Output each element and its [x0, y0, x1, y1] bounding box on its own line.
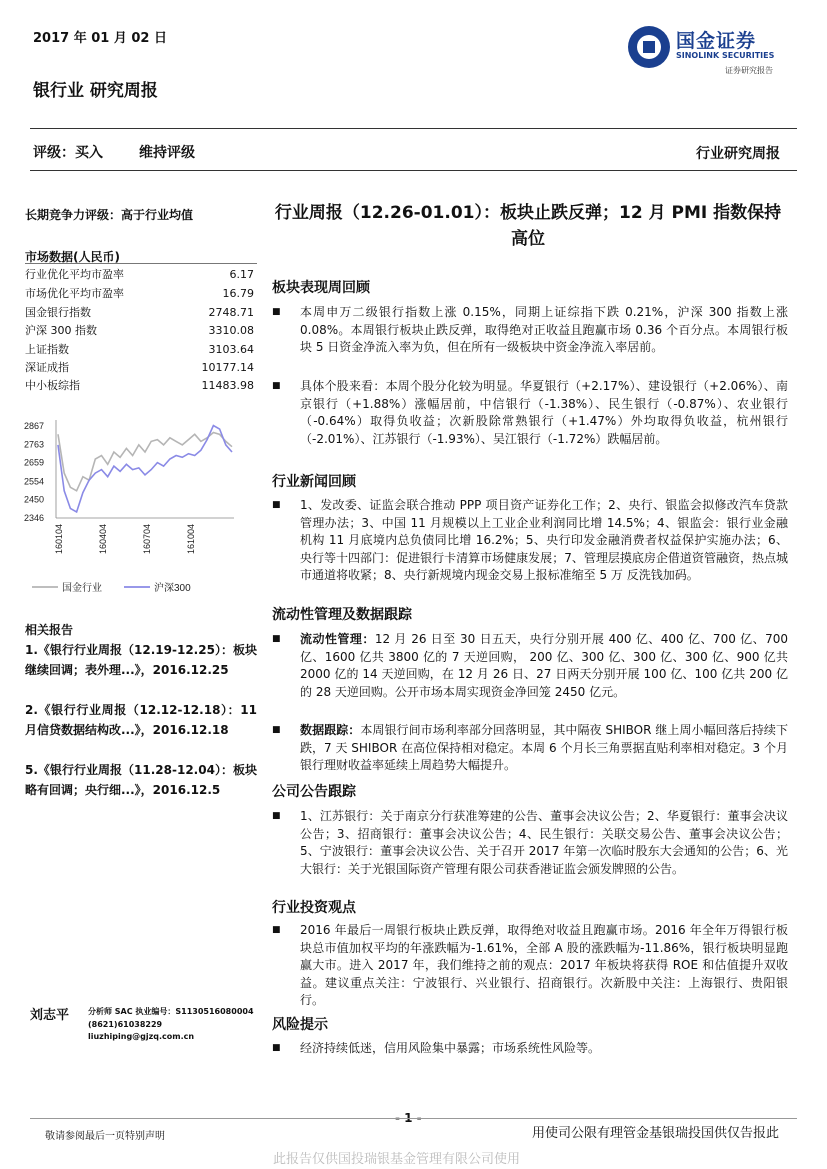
related-report: 2.《银行行业周报（12.12-12.18）：11 月信贷数据结构改...》，2016.12.18 [25, 703, 257, 737]
paragraph [272, 497, 788, 585]
bullet-icon: ■ [272, 725, 281, 735]
market-row [25, 265, 257, 284]
divider [30, 170, 797, 171]
market-label: 中小板综指 [25, 379, 80, 393]
index-chart [22, 412, 262, 600]
author-sac: 分析师 SAC 执业编号：S1130516080004 [88, 1007, 254, 1016]
market-row [25, 303, 257, 322]
related-report: 1.《银行行业周报（12.19-12.25）：板块继续回调；表外理...》，2016.12.25 [25, 643, 257, 677]
x-tick-label: 160104 [54, 524, 64, 555]
logo-subtitle: 证券研究报告 [725, 66, 773, 75]
paragraph-text: 本周申万二级银行指数上涨 0.15%，同期上证综指下跌 0.21%，沪深 300 指数上涨 0.08%。本周银行板块止跌反弹，取得绝对正收益且跑赢市场 0.36 个百分点。本周银行板块 5 日资金净流入率为负，但在所有一级板块中资金净流入率居前。 [300, 305, 788, 354]
paragraph [272, 378, 788, 448]
bullet-icon: ■ [272, 500, 281, 510]
author-phone: (8621)61038229 [88, 1019, 163, 1029]
footer-disclaimer: 敬请参阅最后一页特别声明 [45, 1131, 165, 1142]
y-tick-label: 2763 [24, 439, 45, 450]
paragraph-text: 1、江苏银行：关于南京分行获准筹建的公告、董事会决议公告；2、华夏银行：董事会决议公告；3、招商银行：董事会决议公告；4、民生银行：关联交易公告、董事会决议公告；5、宁波银行：董事会决议公告、关于召开 2017 年第一次临时股东大会通知的公告；6、光大银行：关于光银国际资产管理有限公司获香港证监会颁发牌照的公告。 [300, 809, 788, 876]
bullet-icon: ■ [272, 811, 281, 821]
paragraph-text [300, 631, 788, 701]
legend-label: 国金行业 [62, 583, 102, 594]
y-tick-label: 2659 [24, 457, 45, 468]
section-heading: 行业新闻回顾 [272, 474, 356, 490]
paragraph-body: 12 月 26 日至 30 日五天，央行分别开展 400 亿、400 亿、700 亿、700 亿、1600 亿共 3800 亿的 7 天逆回购， 200 亿、300 亿、300 亿、300 亿、900 亿共 2000 亿的 14 天逆回购，在 12 月 26 日、27 日两天分别开展 100 亿、100 亿共 200 亿的 28 天逆回购。公开市场本周实现资金净回笼 2450 亿元。 [300, 632, 788, 699]
related-reports-title: 相关报告 [25, 623, 74, 637]
divider [30, 128, 797, 129]
y-tick-label: 2450 [24, 494, 45, 505]
market-value: 2748.71 [208, 305, 254, 319]
bullet-icon: ■ [272, 307, 281, 317]
market-label: 市场优化平均市盈率 [25, 287, 124, 301]
paragraph [272, 922, 788, 1010]
market-row [25, 321, 257, 340]
section-heading: 流动性管理及数据跟踪 [272, 607, 412, 623]
report-type: 行业研究周报 [696, 146, 780, 162]
divider [25, 263, 257, 264]
competitiveness-rating: 长期竞争力评级：高于行业均值 [25, 208, 194, 222]
market-label: 国金银行指数 [25, 306, 91, 320]
x-tick-label: 160704 [142, 524, 152, 555]
y-tick-label: 2346 [24, 513, 45, 523]
paragraph-label: 流动性管理： [300, 632, 375, 646]
bullet-icon: ■ [272, 381, 281, 391]
rating-value: 评级：买入 [33, 145, 103, 161]
paragraph [272, 1040, 788, 1058]
bullet-icon: ■ [272, 925, 281, 935]
bullet-icon: ■ [272, 634, 281, 644]
market-label: 深证成指 [25, 361, 69, 375]
y-tick-label: 2867 [24, 421, 45, 431]
paragraph [272, 304, 788, 357]
paragraph-text: 2016 年最后一周银行板块止跌反弹，取得绝对收益且跑赢市场。2016 年全年万得银行板块总市值加权平均的年涨跌幅为-1.61%，全部 A 股的涨跌幅为-11.86%，银行板块明显跑赢大市。进入 2017 年，我们维持之前的观点：2017 年板块将获得 ROE 和估值提升双收益。建议重点关注：宁波银行、兴业银行、招商银行。次新股中关注：上海银行、贵阳银行。 [300, 923, 788, 1007]
report-date: 2017 年 01 月 02 日 [33, 31, 167, 46]
market-row [25, 376, 257, 395]
paragraph-text: 经济持续低迷，信用风险集中暴露；市场系统性风险等。 [300, 1041, 601, 1055]
market-value: 3103.64 [208, 342, 254, 356]
company-logo [628, 24, 793, 76]
paragraph [272, 722, 788, 775]
market-value: 10177.14 [201, 360, 254, 374]
market-value: 6.17 [229, 267, 254, 281]
footer-usage: 用使司公限有理管金基银瑞投国供仅告报此 [531, 1126, 779, 1141]
x-tick-label: 160404 [98, 524, 108, 555]
market-value: 11483.98 [201, 378, 254, 392]
author-info [88, 1006, 254, 1044]
section-heading: 公司公告跟踪 [272, 784, 356, 800]
y-tick-label: 2554 [24, 476, 45, 487]
footer-divider [30, 1118, 797, 1119]
watermark: 此报告仅供国投瑞银基金管理有限公司使用 [273, 1152, 521, 1167]
section-heading: 行业投资观点 [272, 900, 356, 916]
paragraph-text: 具体个股来看：本周个股分化较为明显。华夏银行（+2.17%）、建设银行（+2.06%）、南京银行（+1.88%）涨幅居前，中信银行（-1.38%）、民生银行（-0.87%）、农业银行（-0.64%）取得负收益；次新股除常熟银行（+1.47%）外均取得负收益，杭州银行（-2.01%）、江苏银行（-1.93%）、吴江银行（-1.72%）跌幅居前。 [300, 379, 788, 446]
market-row [25, 358, 257, 377]
logo-english: SINOLINK SECURITIES [676, 51, 775, 60]
rating-change: 维持评级 [139, 145, 195, 161]
logo-name: 国金证券 [676, 30, 757, 52]
market-row [25, 284, 257, 303]
bullet-icon: ■ [272, 1043, 281, 1053]
report-title: 行业周报（12.26-01.01）：板块止跌反弹；12 月 PMI 指数保持高位 [274, 203, 782, 249]
paragraph-text: 1、发改委、证监会联合推动 PPP 项目资产证券化工作；2、央行、银监会拟修改汽车贷款管理办法；3、中国 11 月规模以上工业企业利润同比增 14.5%；4、银监会：银行业金融机构 11 月底境内总负债同比增 16.2%；5、央行印发金融消费者权益保护实施办法；6、央行等十四部门：促进银行卡清算市场健康发展；7、管理层摸底房企借道资管融资，热点城市通道将收紧；8、央行新规境内现金交易上报标准缩至 5 万 反洗钱加码。 [300, 498, 788, 582]
rating [33, 142, 195, 162]
paragraph [272, 808, 788, 878]
market-label: 行业优化平均市盈率 [25, 268, 124, 282]
market-value: 3310.08 [208, 323, 254, 337]
page-number: - 1 - [395, 1111, 422, 1125]
legend-label: 沪深300 [154, 583, 191, 594]
paragraph-body: 本周银行间市场利率部分回落明显，其中隔夜 SHIBOR 继上周小幅回落后持续下跌，7 天 SHIBOR 在高位保持相对稳定。本周 6 个月长三角票据直贴利率相对稳定。3 个月银行理财收益率延续上周趋势大幅提升。 [300, 723, 788, 772]
section-heading: 板块表现周回顾 [272, 280, 370, 296]
market-value: 16.79 [222, 286, 254, 300]
section-heading: 风险提示 [272, 1017, 328, 1033]
x-tick-label: 161004 [186, 524, 196, 555]
market-label: 上证指数 [25, 343, 69, 357]
market-row [25, 340, 257, 359]
related-report: 5.《银行行业周报（11.28-12.04）：板块略有回调；央行细...》，2016.12.5 [25, 763, 257, 797]
paragraph-label: 数据跟踪： [300, 723, 361, 737]
paragraph [272, 631, 788, 701]
paragraph-text [300, 722, 788, 775]
market-data-title: 市场数据(人民币) [25, 250, 120, 264]
market-label: 沪深 300 指数 [25, 324, 97, 338]
author-email: liuzhiping@gjzq.com.cn [88, 1032, 195, 1041]
author-name: 刘志平 [30, 1008, 70, 1023]
sector-title: 银行业 研究周报 [33, 81, 158, 101]
logo-icon [628, 26, 670, 68]
